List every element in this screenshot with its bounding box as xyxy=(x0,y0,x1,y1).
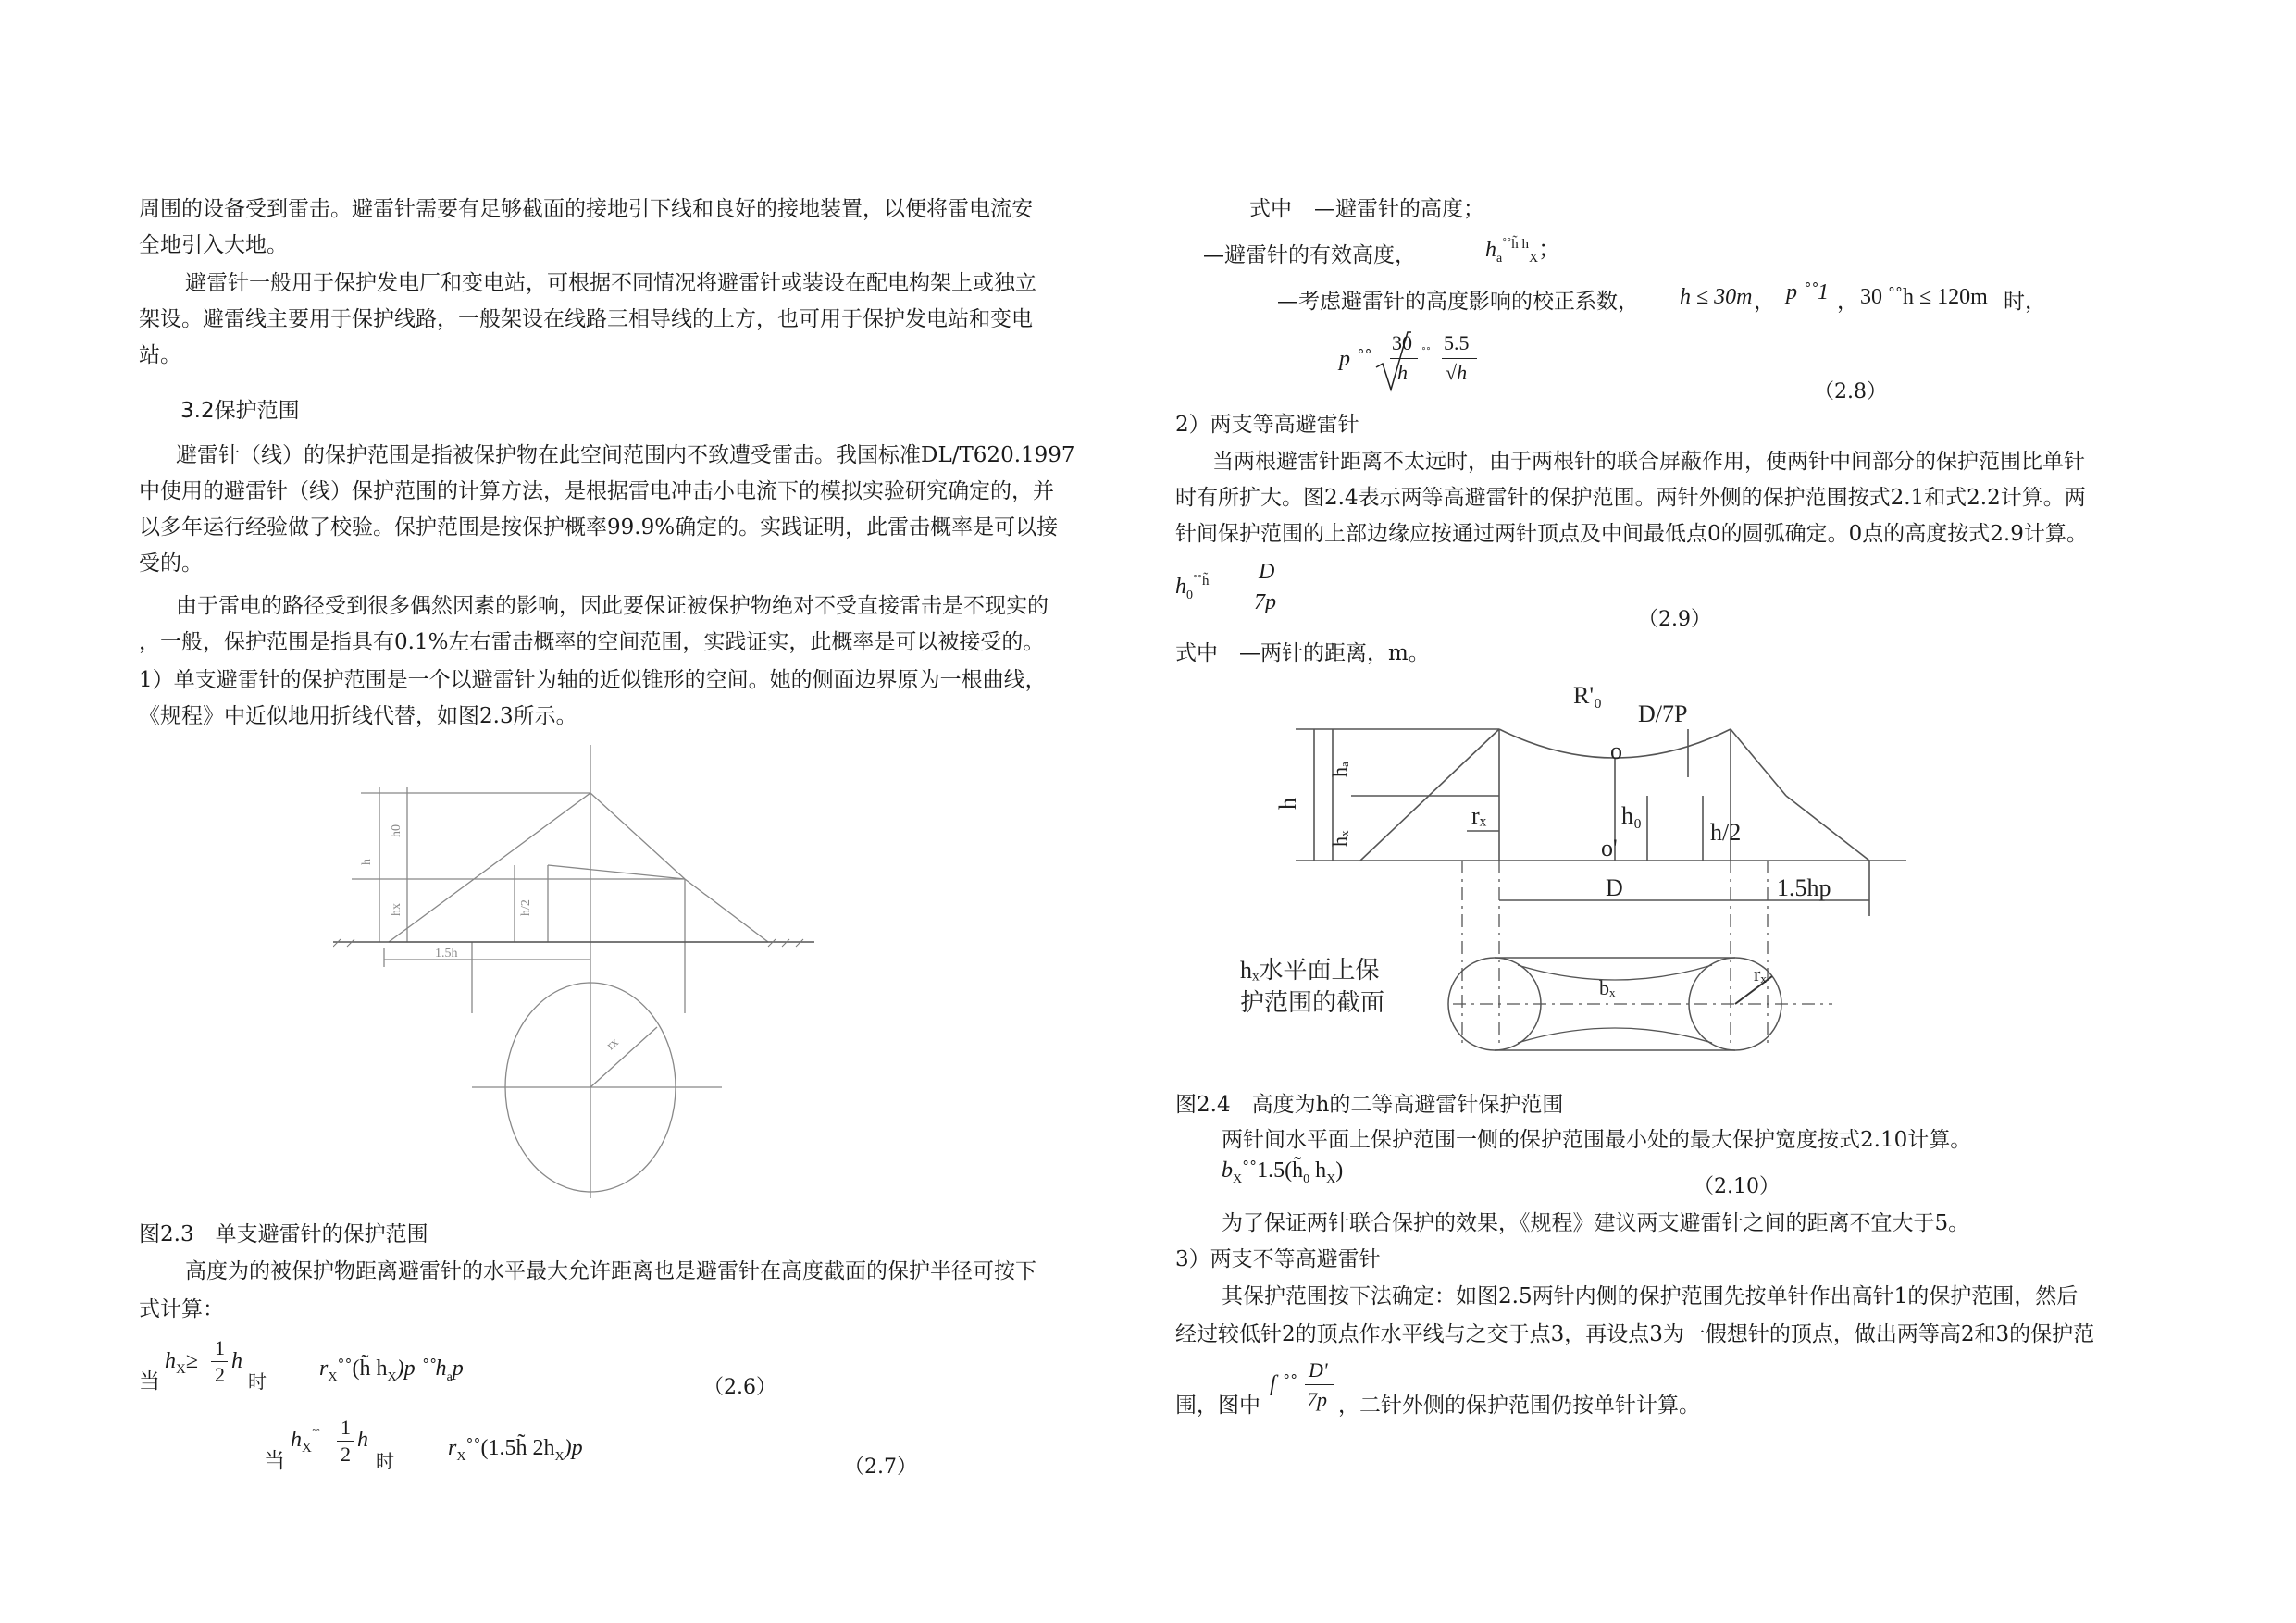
outer-slope-right-bottom xyxy=(1786,796,1869,861)
label-rx2: rₓ xyxy=(1754,962,1767,985)
eq28-number: （2.8） xyxy=(1814,380,1887,403)
label-R0: R'₀ xyxy=(1573,682,1603,709)
label-plane-1: hₓ水平面上保 xyxy=(1240,957,1380,984)
eq26-when: 当 xyxy=(139,1369,160,1394)
fig23-label-rx: rx xyxy=(603,1035,622,1054)
where-h: —避雷针的高度； xyxy=(1314,197,1484,221)
label-rx: rₓ xyxy=(1471,802,1487,829)
fig23-caption: 图2.3 单支避雷针的保护范围 xyxy=(139,1222,428,1246)
right-slope-top xyxy=(590,793,685,879)
para6-line2: 式计算： xyxy=(139,1297,224,1321)
where-p: —考虑避雷针的高度影响的校正系数， xyxy=(1277,290,1639,314)
label-h0: h₀ xyxy=(1621,802,1643,829)
label-plane-2: 护范围的截面 xyxy=(1240,989,1385,1016)
para2-line1: 避雷针一般用于保护发电厂和变电站，可根据不同情况将避雷针或装设在配电构架上或独立 xyxy=(185,271,1036,295)
where-D: 式中 —两针的距离，m。 xyxy=(1175,641,1430,665)
fig23-label-h-half: h/2 xyxy=(519,899,533,916)
eq29-number: （2.9） xyxy=(1638,608,1711,631)
para4-line2: ，一般，保护范围是指具有0.1%左右雷击概率的空间范围，实践证实，此概率是可以被接受的。 xyxy=(139,630,1045,654)
where-ha: —避雷针的有效高度， xyxy=(1203,243,1416,267)
para4-line1: 由于雷电的路径受到很多偶然因素的影响，因此要保证被保护物绝对不受直接雷击是不现实的 xyxy=(176,594,1049,618)
para5-line2: 《规程》中近似地用折线代替，如图2.3所示。 xyxy=(139,704,577,728)
label-o-bot: o' xyxy=(1601,835,1618,861)
label-ha: hₐ xyxy=(1328,761,1351,777)
rx-radius xyxy=(590,1027,657,1087)
eq27-number: （2.7） xyxy=(844,1456,917,1479)
eq26-number: （2.6） xyxy=(703,1376,776,1399)
para1-line1: 周围的设备受到雷击。避雷针需要有足够截面的接地引下线和良好的接地装置，以便将雷电流安 xyxy=(139,197,1033,221)
fig23-label-hx: hx xyxy=(390,903,403,916)
label-hp: 1.5hp xyxy=(1777,874,1831,901)
label-D7P: D/7P xyxy=(1638,700,1688,727)
para5-line1: 1）单支避雷针的保护范围是一个以避雷针为轴的近似锥形的空间。她的侧面边界原为一根曲线， xyxy=(139,668,1047,692)
para2-line2: 架设。避雷线主要用于保护线路，一般架设在线路三相导线的上方，也可用于保护发电站和变电 xyxy=(139,307,1033,331)
label-h2: h/2 xyxy=(1710,819,1742,846)
figure-2-4 xyxy=(1240,675,1925,1064)
para3-line2: 中使用的避雷针（线）保护范围的计算方法，是根据雷电冲击小电流下的模拟实验研究确定的，并 xyxy=(139,479,1054,503)
label-bx: bₓ xyxy=(1599,976,1616,999)
section-two-equal-needles: 2）两支等高避雷针 xyxy=(1175,413,1359,437)
right-slope-bottom xyxy=(685,879,768,942)
section-two-unequal-needles: 3）两支不等高避雷针 xyxy=(1175,1247,1381,1271)
para2-line3: 站。 xyxy=(139,343,181,367)
label-D: D xyxy=(1606,874,1623,901)
eq26-frac-bar xyxy=(211,1361,228,1362)
figure-2-3 xyxy=(333,745,814,1198)
label-hx: hₓ xyxy=(1328,830,1351,847)
left-slope-top xyxy=(389,793,590,942)
label-h: h xyxy=(1274,798,1301,810)
eq210-number: （2.10） xyxy=(1694,1175,1780,1198)
para3-line1: 避雷针（线）的保护范围是指被保护物在此空间范围内不致遭受雷击。我国标准DL/T620.1997 xyxy=(176,443,1075,467)
label-o-top: o xyxy=(1610,737,1622,764)
fig23-label-h0: h0 xyxy=(390,824,403,837)
para6-line1: 高度为的被保护物距离避雷针的水平最大允许距离也是避雷针在高度截面的保护半径可按下 xyxy=(185,1259,1036,1283)
outer-slope-left xyxy=(1360,729,1499,861)
section-heading: 3.2保护范围 xyxy=(180,399,300,423)
para3-line4: 受的。 xyxy=(139,551,203,576)
fig23-label-h: h xyxy=(360,859,374,865)
para1-line2: 全地引入大地。 xyxy=(139,233,288,257)
fig24-caption: 图2.4 高度为h的二等高避雷针保护范围 xyxy=(1175,1093,1564,1117)
fig23-label-r15: 1.5h xyxy=(435,947,458,960)
para3-line3: 以多年运行经验做了校验。保护范围是按保护概率99.9%确定的。实践证明，此雷击概率是可以接 xyxy=(139,515,1059,539)
outer-slope-right-top xyxy=(1731,729,1786,796)
